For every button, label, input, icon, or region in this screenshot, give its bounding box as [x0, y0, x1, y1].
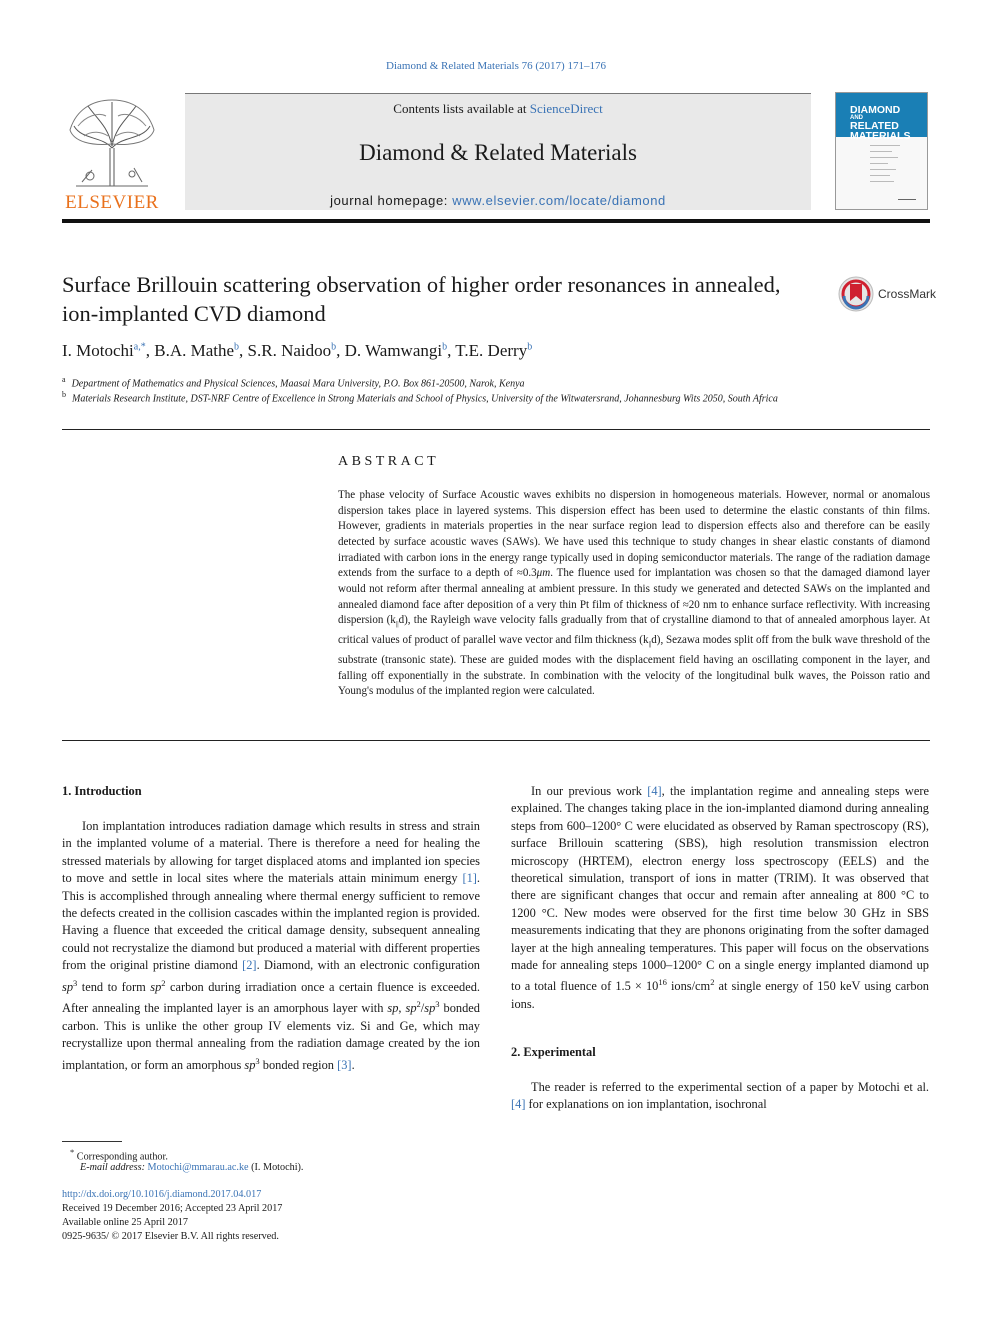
homepage-link[interactable]: www.elsevier.com/locate/diamond	[452, 193, 666, 208]
doi-link[interactable]: http://dx.doi.org/10.1016/j.diamond.2017.04.017	[62, 1189, 262, 1200]
math-sp: sp	[405, 1001, 417, 1016]
elsevier-wordmark: ELSEVIER	[65, 192, 159, 213]
cover-text-line	[870, 145, 900, 146]
cover-title-line: DIAMOND	[850, 104, 901, 116]
superscript: 3	[255, 1055, 260, 1066]
contents-available-line	[185, 101, 811, 117]
section-heading-introduction: 1. Introduction	[62, 784, 142, 798]
cover-text-line	[870, 151, 892, 152]
footnote-divider	[62, 1141, 122, 1142]
affiliation-b	[62, 388, 822, 406]
math-sp: sp	[62, 979, 74, 994]
journal-citation[interactable]: Diamond & Related Materials 76 (2017) 171–176	[386, 60, 606, 72]
section-heading-experimental: 2. Experimental	[511, 1045, 596, 1059]
cover-title-line: MATERIALS	[850, 130, 911, 142]
email-link[interactable]: Motochi@mmarau.ac.ke	[147, 1162, 249, 1173]
body-text: . Diamond, with an electronic configuration	[256, 958, 480, 973]
author-affiliation-mark[interactable]: b	[331, 341, 337, 353]
available-online-date: Available online 25 April 2017	[62, 1217, 188, 1228]
footnote-text: (I. Motochi).	[248, 1162, 304, 1173]
body-text: , the implantation regime and annealing steps were explained. The changes taking place in the ion-implanted diamond during annealing steps from 600–1200° C were elucidated as observed by Raman spectroscopy (RS), surface Brillouin scattering (SBS), high resolution transmission electron microscopy (HRTEM), electron energy loss spectroscopy (EELS) and the theoretical simulation, transport of ions in matter (TRIM). It was observed that there are significant changes that occur and remain after annealing at 800 °C to 1200 °C. New modes were observed for the first time below 30 GHz in SBS measurements indicating that they are phonons originating from the softer damaged layer at the high annealing temperatures. This paper will focus on the observations made for annealing steps 1000–1200° C on a single energy implanted diamond up to a total fluence of 1.5 × 10	[511, 784, 929, 994]
section-divider	[62, 429, 930, 430]
body-text: Ion implantation introduces radiation damage which results in stress and strain in the implanted volume of a material. There is therefore a need for healing the stressed materials by allowing for target displaced atoms and implanted ion species to move and settle in local sites where the materials attain minimum energy	[62, 819, 480, 886]
body-text: In our previous work	[531, 784, 648, 798]
crossmark-label[interactable]: CrossMark	[878, 287, 937, 301]
cover-text-line	[870, 181, 894, 182]
email-footnote	[80, 1161, 303, 1175]
abstract-body	[338, 488, 930, 700]
homepage-prefix: journal homepage:	[330, 193, 453, 208]
body-text: at single energy of 150 keV using carbon ions.	[511, 979, 930, 1011]
abstract-subscript: ||	[648, 640, 652, 649]
author-affiliation-mark[interactable]: b	[442, 341, 448, 353]
math-sp: sp	[150, 979, 162, 994]
article-title: Surface Brillouin scattering observation of higher order resonances in annealed, ion-implanted CVD diamond	[62, 272, 781, 326]
journal-title: Diamond & Related Materials	[359, 140, 637, 165]
footnote-text: Corresponding author.	[74, 1151, 168, 1163]
journal-homepage-line	[185, 193, 811, 208]
superscript: 3	[73, 977, 78, 988]
abstract-heading: ABSTRACT	[338, 454, 440, 469]
body-text: . This is accomplished through annealing where thermal energy sufficient to remove the defects created in the collision cascades within the implanted region is provided. Having a fluence that exceeded the critical damage density, subsequent annealing could not recrystalize the diamond but produced a material with different properties from the original pristine diamond	[62, 871, 480, 973]
citation-link[interactable]: [1]	[462, 871, 477, 886]
experimental-paragraph	[511, 1079, 929, 1114]
body-text: /	[420, 1001, 425, 1016]
author-affiliation-mark[interactable]: b	[527, 341, 533, 353]
body-text: The reader is referred to the experimental section of a paper by Motochi et al.	[531, 1080, 929, 1094]
abstract-unit: μm	[536, 567, 551, 580]
superscript: 2	[710, 977, 715, 988]
body-text: .	[351, 1057, 355, 1072]
body-text: carbon during irradiation once a certain fluence is exceeded. After annealing the implanted layer is an amorphous layer with	[62, 979, 480, 1016]
footnote-mark: *	[70, 1147, 75, 1157]
abstract-text-run: The phase velocity of Surface Acoustic waves exhibits no dispersion in homogeneous materials. However, normal or anomalous dispersion takes place in layered systems. This dispersion effect has been used to determine the elastic constants of thin films. However, gradients in materials properties in the near surface region lead to dispersion effects also and therefore can be easily detected by surface acoustic waves (SAWs). We have used this technique to study changes in shear elastic constants of diamond irradiated with carbon ions in the energy range typically used in doping semiconductor materials. The range of the radiation damage extends from the surface to a depth of ≈0.3	[338, 489, 930, 580]
citation-link[interactable]: [4]	[511, 1097, 526, 1112]
author-affiliation-mark[interactable]: a,*	[133, 341, 146, 353]
superscript: 2	[416, 999, 421, 1010]
sciencedirect-link[interactable]: ScienceDirect	[529, 101, 603, 116]
author-name[interactable]: T.E. Derry	[455, 341, 528, 360]
affiliation-mark: a	[62, 375, 66, 384]
cover-text-line	[898, 199, 916, 200]
body-text: for explanations on ion implantation, isochronal	[525, 1097, 767, 1112]
cover-title-line: AND	[850, 115, 863, 121]
body-text: bonded region	[259, 1057, 338, 1072]
math-sp: sp	[424, 1001, 436, 1016]
contents-prefix: Contents lists available at	[393, 101, 530, 116]
body-text: bonded carbon. This is unlike the other group IV elements viz. Si and Ge, which may recrystallize upon thermal annealing from the radiation damage created by the ion implantation, or form an amorphous	[62, 1001, 480, 1072]
introduction-paragraph	[62, 818, 480, 1074]
affiliation-text: Department of Mathematics and Physical Sciences, Maasai Mara University, P.O. Box 861-20500, Narok, Kenya	[71, 378, 525, 390]
author-name[interactable]: B.A. Mathe	[154, 341, 235, 360]
cover-title	[850, 105, 926, 141]
abstract-text-run: d), Sezawa modes split off from the bulk wave threshold of the substrate (transonic state). These are guided modes with the displacement field having an oscillating component in the layer, and falling off exponentially in the substrate. In combination with the velocity of the longitudinal bulk waves, the Poisson ratio and Young's modulus of the implanted region were calculated.	[338, 634, 930, 698]
body-text: ,	[398, 1001, 406, 1016]
math-sp: sp	[387, 1001, 399, 1016]
header-divider	[62, 219, 930, 223]
received-dates: Received 19 December 2016; Accepted 23 April 2017	[62, 1203, 283, 1214]
previous-work-paragraph	[511, 783, 929, 1013]
cover-text-line	[870, 163, 888, 164]
author-name[interactable]: I. Motochi	[62, 341, 134, 360]
author-name[interactable]: S.R. Naidoo	[247, 341, 332, 360]
citation-link[interactable]: [4]	[647, 784, 662, 798]
affiliation-mark: b	[62, 390, 66, 399]
math-sp: sp	[244, 1057, 256, 1072]
body-text: ions/cm	[666, 979, 711, 994]
abstract-subscript: ||	[395, 620, 399, 629]
cover-title-line: RELATED	[850, 120, 899, 132]
copyright-notice: 0925-9635/ © 2017 Elsevier B.V. All rights reserved.	[62, 1231, 279, 1242]
journal-cover-thumbnail[interactable]	[835, 92, 928, 210]
crossmark-icon[interactable]	[838, 276, 874, 312]
email-label: E-mail address:	[80, 1162, 148, 1173]
citation-link[interactable]: [2]	[242, 958, 257, 973]
author-list: I. Motochi$^{a,*}$, B.A. Mathe$^b$, S.R. Naidoo$^b$, D. Wamwangi$^b$, T.E. Derry$^b$	[62, 341, 533, 360]
author-affiliation-mark[interactable]: b	[234, 341, 240, 353]
cover-text-line	[870, 169, 896, 170]
abstract-text-run: d), the Rayleigh wave velocity falls gradually from that of crystalline diamond to that of annealed amorphous layer. At critical values of product of parallel wave vector and film thickness (k	[338, 614, 930, 647]
affiliation-text: Materials Research Institute, DST-NRF Centre of Excellence in Strong Materials and School of Physics, University of the Witwatersrand, Johannesburg Wits 2050, South Africa	[72, 393, 778, 405]
body-text: tend to form	[77, 979, 151, 994]
superscript: 2	[161, 977, 166, 988]
cover-text-line	[870, 157, 898, 158]
abstract-text-run: . The fluence used for implantation was chosen so that the damaged diamond layer would not reform after thermal annealing at ambient pressure. In this study we generated and detected SAWs on the implanted and annealed diamond face after deposition of a very thin Pt film of thickness of ≈20 nm to enhance surface reflectivity. With increasing dispersion (k	[338, 567, 931, 627]
superscript: 3	[435, 999, 440, 1010]
superscript: 16	[658, 977, 667, 988]
section-divider	[62, 740, 930, 741]
cover-text-line	[870, 175, 890, 176]
citation-link[interactable]: [3]	[337, 1057, 352, 1072]
author-name[interactable]: D. Wamwangi	[344, 341, 443, 360]
